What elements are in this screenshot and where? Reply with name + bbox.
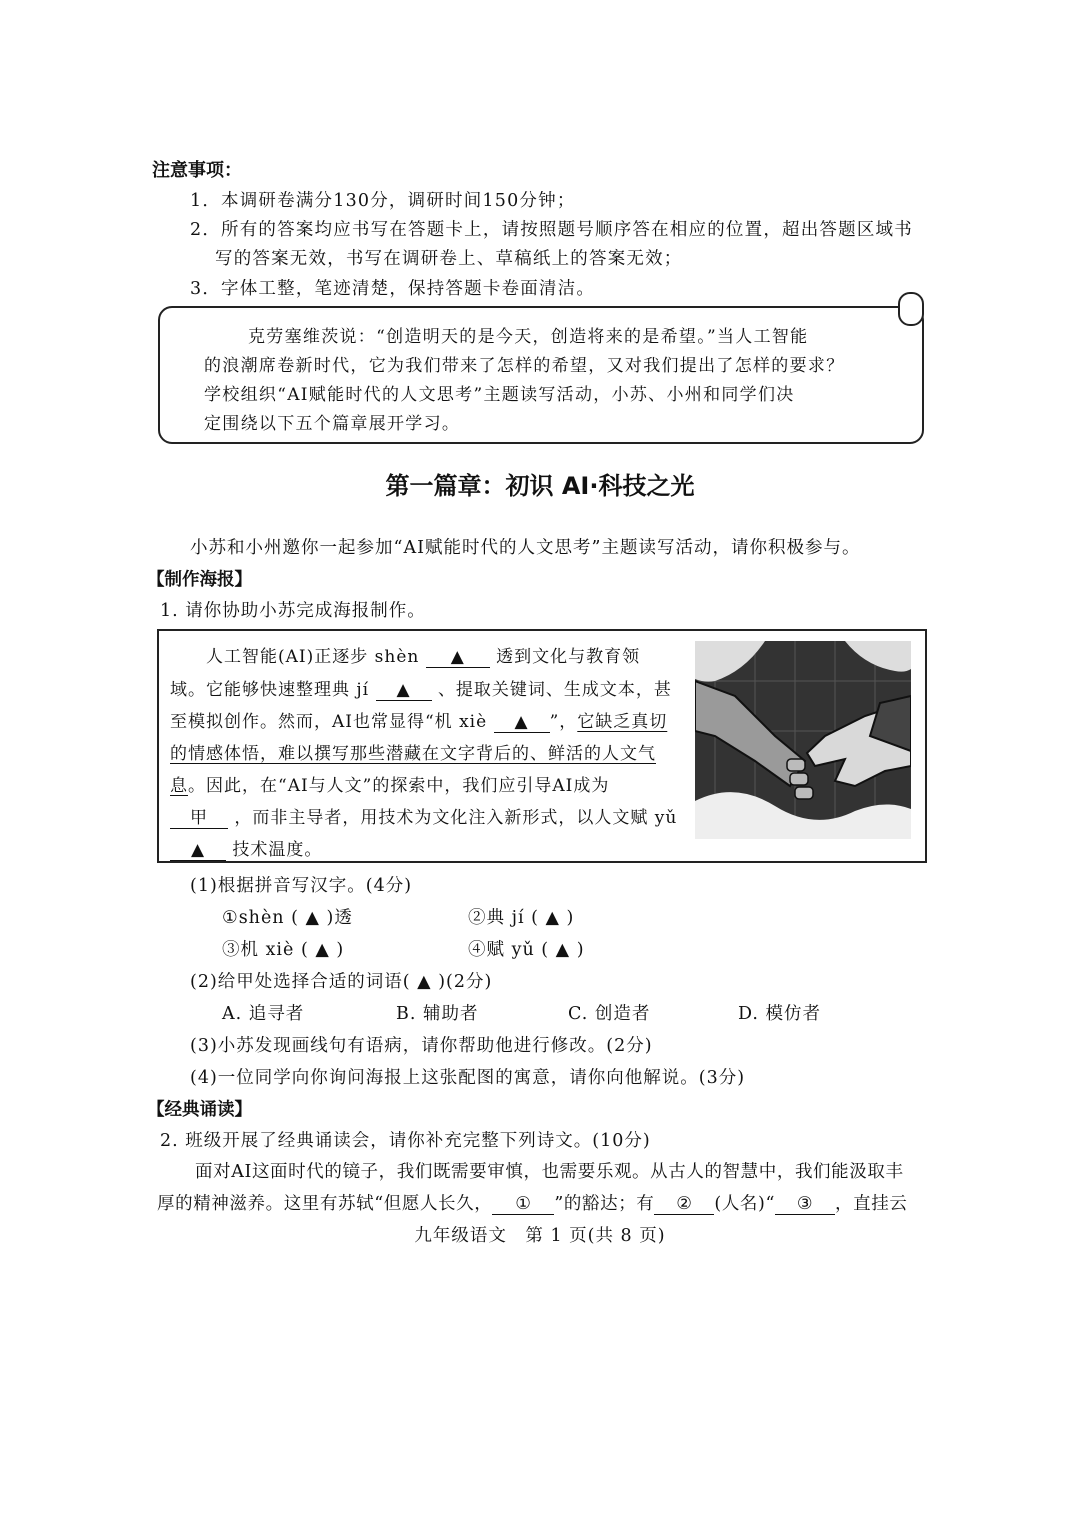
notice-title: 注意事项： — [152, 160, 242, 181]
subq-1-part-1: ①shèn ( ▲ )透 — [222, 908, 353, 928]
notice-item-1: 1．本调研卷满分130分，调研时间150分钟； — [190, 191, 576, 211]
quote-line-1: 克劳塞维茨说：“创造明天的是今天，创造将来的是希望。”当人工智能 — [248, 327, 809, 347]
question-1: 1. 请你协助小苏完成海报制作。 — [160, 601, 426, 621]
subq-2: (2)给甲处选择合适的词语( ▲ )(2分) — [190, 972, 493, 992]
chapter-title: 第一篇章：初识 AI·科技之光 — [385, 472, 695, 500]
section-head-poster: 【制作海报】 — [147, 570, 252, 590]
subq-4: (4)一位同学向你询问海报上这张配图的寓意，请你向他解说。(3分) — [190, 1068, 746, 1088]
poster-line-5: 息。因此，在“AI与人文”的探索中，我们应引导AI成为 — [170, 776, 610, 796]
underlined-sentence-part3: 息 — [170, 776, 188, 796]
option-c[interactable]: C. 创造者 — [568, 1004, 651, 1024]
quote-line-4: 定围绕以下五个篇章展开学习。 — [204, 414, 461, 434]
poem-blank-2[interactable]: ② — [654, 1194, 714, 1215]
section-head-reading: 【经典诵读】 — [147, 1100, 252, 1120]
subq-1-part-2: ②典 jí ( ▲ ) — [468, 908, 575, 928]
underlined-sentence-part1: 它缺乏真切 — [577, 712, 668, 732]
notice-item-3: 3．字体工整，笔迹清楚，保持答题卡卷面清洁。 — [190, 279, 596, 299]
poem-blank-3[interactable]: ③ — [775, 1194, 835, 1215]
subq-1-part-3: ③机 xiè ( ▲ ) — [222, 940, 345, 960]
question-2: 2. 班级开展了经典诵读会，请你补充完整下列诗文。(10分) — [160, 1131, 651, 1151]
poem-blank-1[interactable]: ① — [492, 1194, 554, 1215]
quote-line-2: 的浪潮席卷新时代，它为我们带来了怎样的希望，又对我们提出了怎样的要求？ — [204, 356, 845, 376]
page-footer: 九年级语文 第 1 页(共 8 页) — [414, 1226, 666, 1246]
poster-blank-yu[interactable]: ▲ — [170, 840, 226, 861]
option-b[interactable]: B. 辅助者 — [396, 1004, 479, 1024]
poster-blank-shen[interactable]: ▲ — [426, 647, 490, 668]
notice-item-2: 2．所有的答案均应书写在答题卡上，请按照题号顺序答在相应的位置，超出答题区域书 — [190, 220, 913, 240]
reading-line-2: 厚的精神滋养。这里有苏轼“但愿人长久， ① ”的豁达；有 ② (人名)“ ③ ，直挂云 — [157, 1194, 908, 1214]
scroll-curl-right — [898, 292, 924, 326]
poster-blank-ji[interactable]: ▲ — [376, 680, 432, 701]
handshake-illustration — [695, 641, 911, 839]
poster-line-3: 至模拟创作。然而，AI也常显得“机 xiè ▲ ”，它缺乏真切 — [170, 712, 668, 732]
option-d[interactable]: D. 模仿者 — [738, 1004, 822, 1024]
poster-line-2: 域。它能够快速整理典 jí ▲ 、提取关键词、生成文本，甚 — [170, 680, 672, 700]
reading-line-1: 面对AI这面时代的镜子，我们既需要审慎，也需要乐观。从古人的智慧中，我们能汲取丰 — [195, 1162, 904, 1182]
poster-blank-jia[interactable]: 甲 — [170, 803, 228, 829]
underlined-sentence-part2: 的情感体悟，难以撰写那些潜藏在文字背后的、鲜活的人文气 — [170, 744, 656, 764]
poster-line-7: ▲ 技术温度。 — [170, 835, 322, 861]
notice-item-2-cont: 写的答案无效，书写在调研卷上、草稿纸上的答案无效； — [215, 249, 683, 269]
poster-image-handshake — [695, 641, 911, 839]
poster-blank-xie[interactable]: ▲ — [494, 712, 550, 733]
subq-1-part-4: ④赋 yǔ ( ▲ ) — [468, 940, 585, 960]
poster-line-6: 甲 ，而非主导者，用技术为文化注入新形式，以人文赋 yǔ — [170, 803, 677, 829]
option-a[interactable]: A. 追寻者 — [222, 1004, 305, 1024]
poster-line-1: 人工智能(AI)正逐步 shèn ▲ 透到文化与教育领 — [206, 647, 641, 667]
subq-1: (1)根据拼音写汉字。(4分) — [190, 876, 413, 896]
intro-text: 小苏和小州邀你一起参加“AI赋能时代的人文思考”主题读写活动，请你积极参与。 — [190, 538, 861, 558]
quote-line-3: 学校组织“AI赋能时代的人文思考”主题读写活动，小苏、小州和同学们决 — [204, 385, 795, 405]
subq-3: (3)小苏发现画线句有语病，请你帮助他进行修改。(2分) — [190, 1036, 653, 1056]
